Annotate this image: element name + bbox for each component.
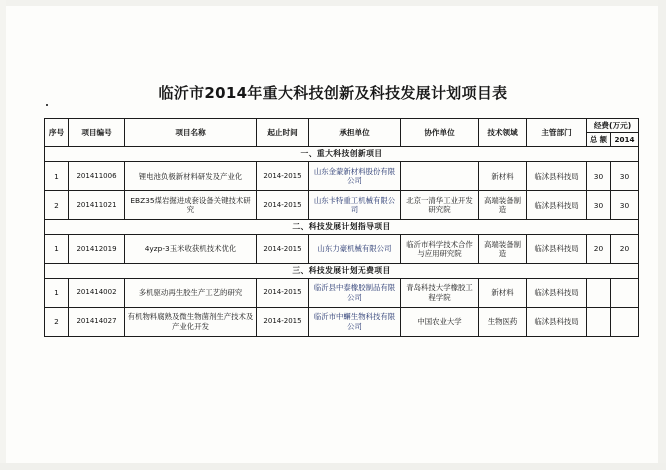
cell-name: 锂电池负极新材料研发及产业化 xyxy=(125,162,257,191)
cell-date: 2014-2015 xyxy=(257,162,309,191)
cell-code: 201414027 xyxy=(69,307,125,336)
cell-field: 生物医药 xyxy=(479,307,527,336)
scan-edge-bottom xyxy=(0,463,666,470)
cell-total xyxy=(587,307,611,336)
cell-total xyxy=(587,278,611,307)
cell-year: 30 xyxy=(611,162,639,191)
cell-total: 30 xyxy=(587,191,611,220)
th-date: 起止时间 xyxy=(257,119,309,147)
cell-name: 4yzp-3玉米收获机技术优化 xyxy=(125,234,257,263)
page-title: 临沂市2014年重大科技创新及科技发展计划项目表 xyxy=(158,84,508,102)
th-code: 项目编号 xyxy=(69,119,125,147)
table-row xyxy=(45,234,639,263)
project-table xyxy=(44,118,639,337)
cell-no: 1 xyxy=(45,162,69,191)
cell-code: 201411006 xyxy=(69,162,125,191)
cell-name: 有机物料腐熟及微生物菌剂生产技术及产业化开发 xyxy=(125,307,257,336)
table-row xyxy=(45,191,639,220)
cell-total: 20 xyxy=(587,234,611,263)
cell-unit: 山东金蒙新材料股份有限公司 xyxy=(309,162,401,191)
cell-coop: 临沂市科学技术合作与应用研究院 xyxy=(401,234,479,263)
table-body xyxy=(45,147,639,336)
scan-edge-right xyxy=(658,0,666,470)
table-row xyxy=(45,278,639,307)
page-dot-mark xyxy=(46,104,48,106)
cell-date: 2014-2015 xyxy=(257,234,309,263)
section-label: 二、科技发展计划指导项目 xyxy=(45,220,639,235)
th-dept: 主管部门 xyxy=(527,119,587,147)
cell-no: 1 xyxy=(45,234,69,263)
cell-unit: 临沂市中蠏生物科技有限公司 xyxy=(309,307,401,336)
th-funds-total: 总 额 xyxy=(587,133,611,147)
table-row xyxy=(45,162,639,191)
th-coop: 协作单位 xyxy=(401,119,479,147)
scan-edge-left xyxy=(0,0,6,470)
section-header-row xyxy=(45,147,639,162)
cell-year xyxy=(611,278,639,307)
cell-no: 2 xyxy=(45,307,69,336)
cell-date: 2014-2015 xyxy=(257,307,309,336)
cell-date: 2014-2015 xyxy=(257,278,309,307)
cell-year: 30 xyxy=(611,191,639,220)
cell-dept: 临沭县科技局 xyxy=(527,191,587,220)
cell-dept: 临沭县科技局 xyxy=(527,234,587,263)
cell-field: 新材料 xyxy=(479,278,527,307)
cell-no: 2 xyxy=(45,191,69,220)
cell-coop: 中国农业大学 xyxy=(401,307,479,336)
th-funds-year: 2014 xyxy=(611,133,639,147)
section-label: 三、科技发展计划无费项目 xyxy=(45,263,639,278)
cell-field: 新材料 xyxy=(479,162,527,191)
cell-code: 201412019 xyxy=(69,234,125,263)
cell-date: 2014-2015 xyxy=(257,191,309,220)
table-header xyxy=(45,119,639,147)
cell-name: 多机驱动再生胶生产工艺的研究 xyxy=(125,278,257,307)
cell-code: 201414002 xyxy=(69,278,125,307)
th-no: 序号 xyxy=(45,119,69,147)
cell-field: 高端装备制造 xyxy=(479,234,527,263)
cell-no: 1 xyxy=(45,278,69,307)
scan-edge-top xyxy=(0,0,666,6)
cell-unit: 临沂县中泰橡胶制品有限公司 xyxy=(309,278,401,307)
cell-year: 20 xyxy=(611,234,639,263)
cell-total: 30 xyxy=(587,162,611,191)
cell-dept: 临沭县科技局 xyxy=(527,278,587,307)
section-label: 一、重大科技创新项目 xyxy=(45,147,639,162)
cell-field: 高端装备制造 xyxy=(479,191,527,220)
section-header-row xyxy=(45,263,639,278)
cell-year xyxy=(611,307,639,336)
cell-coop: 北京一清华工业开发研究院 xyxy=(401,191,479,220)
cell-name: EBZ35煤岩掘进成套设备关键技术研究 xyxy=(125,191,257,220)
cell-coop: 青岛科技大学橡胶工程学院 xyxy=(401,278,479,307)
cell-code: 201411021 xyxy=(69,191,125,220)
section-header-row xyxy=(45,220,639,235)
cell-dept: 临沭县科技局 xyxy=(527,162,587,191)
th-name: 项目名称 xyxy=(125,119,257,147)
cell-dept: 临沭县科技局 xyxy=(527,307,587,336)
cell-unit: 山东卡特重工机械有限公司 xyxy=(309,191,401,220)
table-row xyxy=(45,307,639,336)
cell-coop xyxy=(401,162,479,191)
th-funds: 经费(万元) xyxy=(587,119,639,133)
th-field: 技术领域 xyxy=(479,119,527,147)
cell-unit: 山东力豪机械有限公司 xyxy=(309,234,401,263)
th-unit: 承担单位 xyxy=(309,119,401,147)
